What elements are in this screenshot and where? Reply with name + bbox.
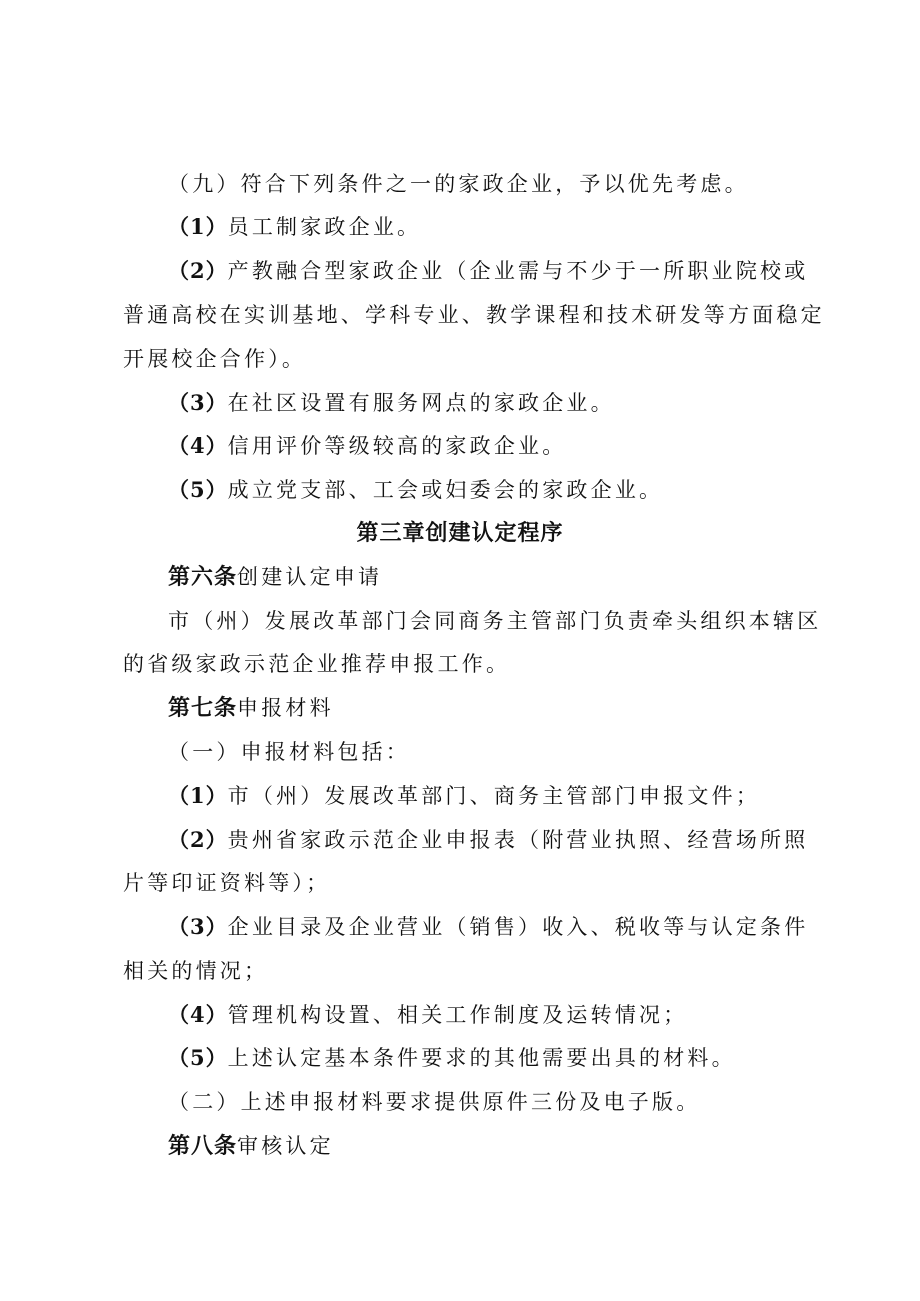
article-7-title: 申报材料: [237, 696, 334, 720]
article-6-body-line-1: 市（州）发展改革部门会同商务主管部门负责牵头组织本辖区: [168, 609, 822, 633]
article-7-item-4: （4）管理机构设置、相关工作制度及运转情况；: [168, 1002, 688, 1027]
article-7-label: 第七条: [168, 696, 238, 721]
article-7-item-two: （二）上述申报材料要求提供原件三份及电子版。: [168, 1090, 701, 1114]
condition-item-3: （3）在社区设置有服务网点的家政企业。: [168, 390, 615, 415]
condition-item-4: （4）信用评价等级较高的家政企业。: [168, 433, 567, 458]
article-8-heading: [168, 1133, 334, 1160]
article-7-item-5: （5）上述认定基本条件要求的其他需要出具的材料。: [168, 1045, 736, 1070]
condition-item-2-cont-2: 开展校企合作）。: [123, 347, 307, 371]
article-7-item-one: （一）申报材料包括：: [168, 740, 410, 764]
article-6-body-line-2: 的省级家政示范企业推荐申报工作。: [123, 652, 511, 676]
chapter-title: 第三章创建认定程序: [356, 521, 564, 546]
article-7-item-3: （3）企业目录及企业营业（销售）收入、税收等与认定条件: [168, 914, 809, 939]
article-7-item-3-cont: 相关的情况；: [123, 959, 269, 983]
article-7-item-1: （1）市（州）发展改革部门、商务主管部门申报文件；: [168, 783, 761, 808]
article-7-item-2-cont: 片等印证资料等）；: [123, 871, 331, 895]
condition-item-5: （5）成立党支部、工会或妇委会的家政企业。: [168, 477, 664, 502]
condition-item-2-cont-1: 普通高校在实训基地、学科专业、教学课程和技术研发等方面稳定: [123, 303, 825, 327]
article-8-title: 审核认定: [237, 1134, 334, 1158]
condition-item-2: （2）产教融合型家政企业（企业需与不少于一所职业院校或: [168, 258, 809, 283]
condition-nine-intro: （九）符合下列条件之一的家政企业，予以优先考虑。: [168, 172, 749, 196]
article-7-item-2: （2）贵州省家政示范企业申报表（附营业执照、经营场所照: [168, 827, 809, 852]
article-6-label: 第六条: [168, 565, 238, 590]
article-7-heading: [168, 695, 334, 722]
article-8-label: 第八条: [168, 1134, 238, 1159]
condition-item-1: （1）员工制家政企业。: [168, 214, 422, 239]
article-6-title: 创建认定申请: [237, 565, 383, 589]
article-6-heading: [168, 564, 382, 591]
